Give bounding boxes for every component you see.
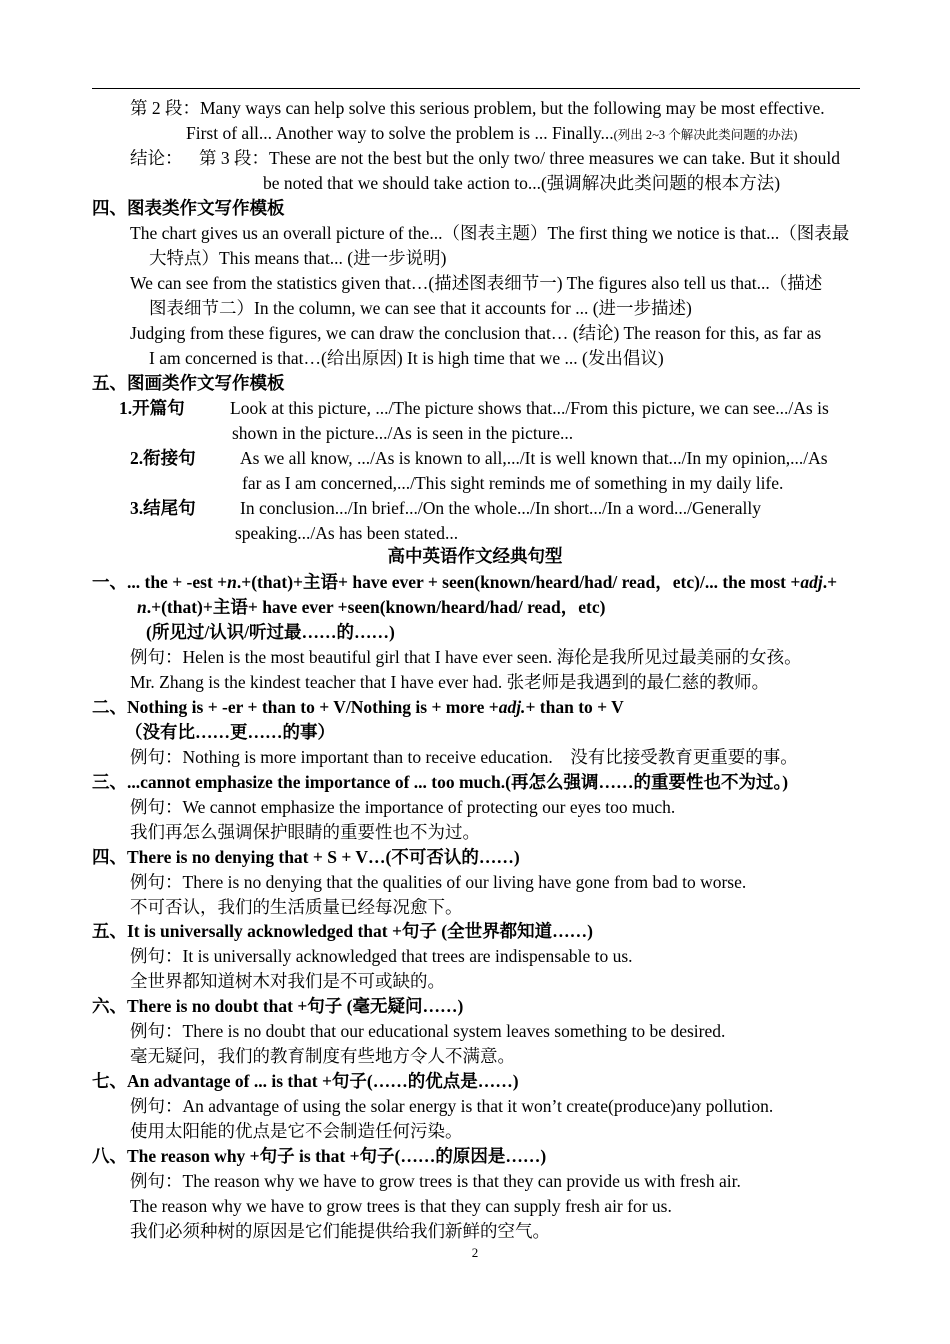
pattern-8-heading: 八、The reason why +句子 is that +句子(……的原因是……) [92,1146,547,1166]
section-5-heading: 五、图画类作文写作模板 [92,373,285,393]
chart-template-line: Judging from these figures, we can draw the conclusion that… (结论) The reason for this, as far as [130,323,822,343]
pattern-1-meaning: (所见过/认识/听过最……的……) [146,622,395,642]
chart-template-line: 大特点）This means that... (进一步说明) [149,248,447,268]
pattern-1-heading [92,570,837,595]
paragraph-3-continuation: be noted that we should take action to...(强调解决此类问题的根本方法) [263,173,781,193]
example-translation: 全世界都知道树木对我们是不可或缺的。 [130,971,445,991]
example-sentence: Mr. Zhang is the kindest teacher that I have ever had. 张老师是我遇到的最仁慈的教师。 [130,672,770,692]
example-sentence: 例句：There is no denying that the qualities of our living have gone from bad to worse. [130,872,747,892]
example-sentence: 例句：The reason why we have to grow trees is that they can provide us with fresh air. [130,1171,741,1191]
example-sentence: 例句：An advantage of using the solar energy is that it won’t create(produce)any pollution. [130,1096,774,1116]
paragraph-2-line: 第 2 段：Many ways can help solve this serious problem, but the following may be most effective. [130,98,825,118]
pattern-2-heading [92,695,624,720]
example-sentence: 例句：It is universally acknowledged that trees are indispensable to us. [130,946,633,966]
pattern-2-adj: adj. [498,697,526,717]
example-translation: 毫无疑问，我们的教育制度有些地方令人不满意。 [130,1046,515,1066]
conclusion-label: 结论： [130,148,183,168]
pattern-2-text: + than to + V [525,697,624,717]
closing-sentence-label: 3.结尾句 [130,498,196,518]
pattern-1-text: 一、... the + -est + [92,572,228,592]
closing-sentence-text: In conclusion.../In brief.../On the whole.../In short.../In a word.../Generally [240,498,761,518]
document-title: 高中英语作文经典句型 [387,546,563,566]
opening-sentence-label: 1.开篇句 [119,398,185,418]
opening-sentence-text: shown in the picture.../As is seen in the picture... [232,423,574,443]
pattern-1-heading-cont [137,595,605,620]
example-sentence: The reason why we have to grow trees is that they can supply fresh air for us. [130,1196,672,1216]
pattern-1-text: .+ [822,572,838,592]
opening-sentence-text: Look at this picture, .../The picture shows that.../From this picture, we can see.../As is [230,398,829,418]
pattern-2-meaning: （没有比……更……的事） [125,722,335,742]
pattern-7-heading: 七、An advantage of ... is that +句子(……的优点是……) [92,1071,519,1091]
paragraph-3-line: 第 3 段：These are not the best but the only two/ three measures we can take. But it should [199,148,841,168]
pattern-5-heading: 五、It is universally acknowledged that +句子 (全世界都知道……) [92,921,593,941]
example-sentence: 例句：We cannot emphasize the importance of protecting our eyes too much. [130,797,676,817]
example-translation: 我们再怎么强调保护眼睛的重要性也不为过。 [130,822,480,842]
transition-sentence-text: As we all know, .../As is known to all,.../It is well known that.../In my opinion,.../As [240,448,828,468]
pattern-3-heading: 三、...cannot emphasize the importance of ... too much.(再怎么强调……的重要性也不为过。) [92,772,789,792]
paragraph-2-text: First of all... Another way to solve the problem is ... Finally... [186,123,614,143]
page-number: 2 [471,1245,479,1260]
example-translation: 使用太阳能的优点是它不会制造任何污染。 [130,1121,463,1141]
chart-template-line: I am concerned is that…(给出原因) It is high time that we ... (发出倡议) [149,348,664,368]
chart-template-line: We can see from the statistics given that…(描述图表细节一) The figures also tell us that...（描述 [130,273,823,293]
example-sentence: 例句：Helen is the most beautiful girl that I have ever seen. 海伦是我所见过最美丽的女孩。 [130,647,802,667]
pattern-1-adj: adj [800,572,823,592]
pattern-1-n: n [227,572,237,592]
transition-sentence-label: 2.衔接句 [130,448,196,468]
chart-template-line: 图表细节二）In the column, we can see that it accounts for ... (进一步描述) [149,298,692,318]
pattern-1-text: .+(that)+主语+ have ever +seen(known/heard/had/ read，etc) [146,597,606,617]
example-sentence: 例句：Nothing is more important than to receive education. 没有比接受教育更重要的事。 [130,747,798,767]
chart-template-line: The chart gives us an overall picture of the...（图表主题）The first thing we notice is that...（图表最 [130,223,850,243]
example-translation: 不可否认，我们的生活质量已经每况愈下。 [130,897,463,917]
pattern-1-text: .+(that)+主语+ have ever + seen(known/heard/had/ read，etc)/... the most + [236,572,801,592]
closing-sentence-text: speaking.../As has been stated... [235,523,459,543]
paragraph-2-note: (列出 2~3 个解决此类问题的办法) [613,128,798,142]
header-rule [92,88,860,89]
paragraph-2-continuation [186,121,797,148]
section-4-heading: 四、图表类作文写作模板 [92,198,285,218]
pattern-4-heading: 四、There is no denying that + S + V…(不可否认的……) [92,847,520,867]
pattern-2-text: 二、Nothing is + -er + than to + V/Nothing is + more + [92,697,499,717]
pattern-1-n: n [137,597,147,617]
example-translation: 我们必须种树的原因是它们能提供给我们新鲜的空气。 [130,1221,550,1241]
example-sentence: 例句：There is no doubt that our educational system leaves something to be desired. [130,1021,726,1041]
transition-sentence-text: far as I am concerned,.../This sight reminds me of something in my daily life. [242,473,784,493]
pattern-6-heading: 六、There is no doubt that +句子 (毫无疑问……) [92,996,464,1016]
